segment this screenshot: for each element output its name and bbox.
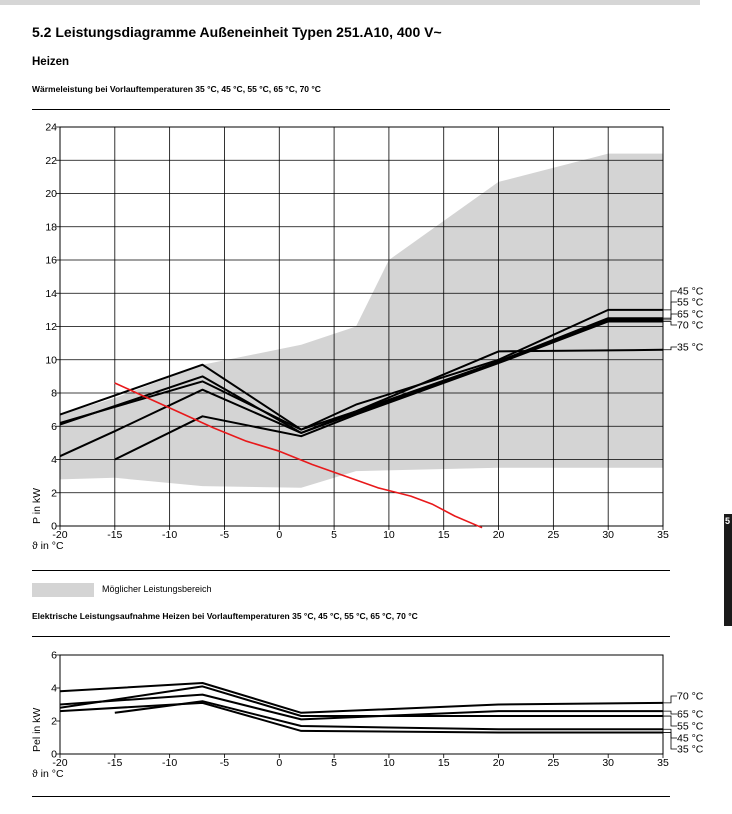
series-label-connector — [663, 733, 677, 738]
y-tick-label: 8 — [51, 387, 57, 400]
series-end-label: 70 °C — [677, 690, 704, 703]
y-tick-label: 4 — [51, 454, 57, 466]
y-tick-label: 12 — [45, 321, 57, 333]
y-tick-label: 10 — [45, 354, 57, 367]
chart2-caption: Elektrische Leistungsaufnahme Heizen bei Vorlauftemperaturen 35 °C, 45 °C, 55 °C, 65 °C, 70 °C — [32, 611, 418, 621]
y-tick-label: 18 — [45, 221, 57, 234]
series-end-label: 35 °C — [677, 743, 704, 756]
y-tick-label: 2 — [51, 715, 57, 728]
series-end-label: 55 °C — [677, 296, 704, 309]
y-tick-label: 24 — [45, 121, 57, 134]
x-tick-label: 10 — [383, 757, 395, 769]
y-tick-label: 22 — [45, 154, 57, 167]
x-tick-label: -10 — [162, 529, 178, 541]
x-tick-label: 20 — [492, 529, 505, 541]
series-end-label: 65 °C — [677, 308, 704, 321]
x-tick-label: 0 — [276, 529, 283, 541]
x-tick-label: 20 — [492, 757, 505, 769]
x-tick-label: 35 — [657, 529, 669, 541]
x-tick-label: 0 — [276, 757, 283, 769]
y-tick-label: 16 — [45, 254, 57, 267]
x-tick-label: -10 — [162, 757, 178, 769]
y-tick-label: 6 — [51, 420, 57, 433]
y-tick-label: 14 — [45, 287, 57, 300]
x-tick-label: 30 — [602, 757, 615, 769]
y-tick-label: 0 — [51, 520, 57, 533]
series-end-label: 65 °C — [677, 708, 704, 721]
series-end-label: 45 °C — [677, 732, 704, 745]
y-tick-label: 2 — [51, 487, 57, 500]
x-tick-label: 25 — [547, 757, 560, 769]
x-tick-label: 15 — [437, 757, 450, 769]
y-tick-label: 4 — [51, 682, 57, 695]
x-tick-label: -5 — [219, 757, 230, 769]
series-label-connector — [663, 711, 677, 714]
x-tick-label: 35 — [657, 757, 669, 769]
x-tick-label: 10 — [383, 529, 395, 541]
x-tick-label: -20 — [52, 757, 68, 769]
series-end-label: 35 °C — [677, 341, 704, 354]
series-label-connector — [663, 696, 677, 703]
x-tick-label: 5 — [331, 529, 338, 541]
subsection-title: Heizen — [32, 56, 70, 68]
chart1-caption: Wärmeleistung bei Vorlauftemperaturen 35 °C, 45 °C, 55 °C, 65 °C, 70 °C — [32, 84, 321, 94]
y-axis-label: P in kW — [31, 488, 43, 524]
legend-label: Möglicher Leistungsbereich — [102, 584, 212, 594]
series-label-connector — [663, 716, 677, 726]
y-tick-label: 20 — [45, 188, 57, 200]
x-tick-label: 5 — [331, 757, 338, 769]
x-axis-label: ϑ in °C — [32, 768, 64, 780]
page-title: 5.2 Leistungsdiagramme Außeneinheit Typen 251.A10, 400 V~ — [32, 24, 442, 40]
series-end-label: 70 °C — [677, 319, 704, 332]
x-tick-label: 30 — [602, 529, 615, 541]
series-end-label: 55 °C — [677, 720, 704, 733]
x-tick-label: -20 — [52, 529, 68, 541]
x-axis-label: ϑ in °C — [32, 540, 64, 552]
y-tick-label: 0 — [51, 748, 57, 761]
chapter-tab-label: 5 — [725, 516, 731, 526]
x-tick-label: -15 — [107, 529, 123, 541]
x-tick-label: 15 — [437, 529, 450, 541]
series-end-label: 45 °C — [677, 285, 704, 298]
x-tick-label: 25 — [547, 529, 560, 541]
x-tick-label: -15 — [107, 757, 123, 769]
x-tick-label: -5 — [219, 529, 230, 541]
y-tick-label: 6 — [51, 649, 57, 662]
y-axis-label: Pel in kW — [31, 707, 43, 752]
